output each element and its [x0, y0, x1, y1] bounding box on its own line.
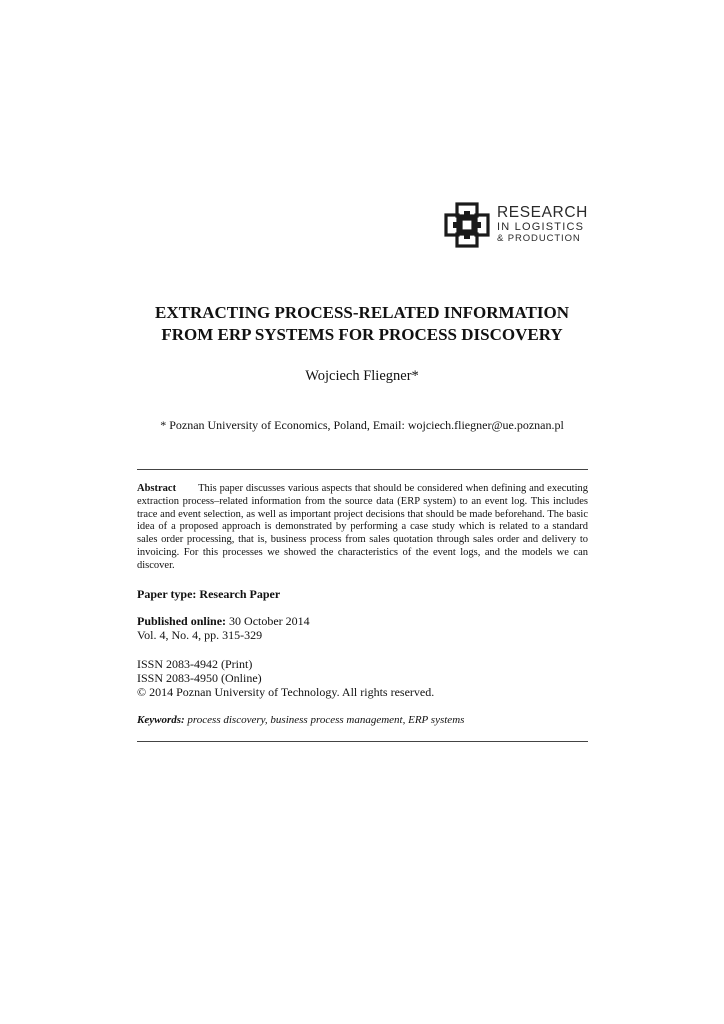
- abstract-text: This paper discusses various aspects that should be considered when defining and executing extraction process–related information from the source data (ERP system) to an event log. This includes trace and event selection, as well as important project decisions that should be made beforehand. The basic idea of a proposed approach is demonstrated by performing a case study which is related to a standard sales order processing, that is, business process from sales quotation through sales order and delivery to invoicing. For this processes we showed the characteristics of the event logs, and the models we can discover.: [137, 483, 588, 571]
- author-affiliation: * Poznan University of Economics, Poland, Email: wojciech.fliegner@ue.poznan.pl: [160, 418, 564, 432]
- publication-info: [137, 614, 588, 642]
- bottom-divider: [137, 741, 588, 742]
- keywords-value: process discovery, business process management, ERP systems: [187, 714, 465, 726]
- logo-line-in-logistics: IN LOGISTICS: [497, 220, 585, 233]
- issn-info: [137, 657, 588, 699]
- copyright-notice: © 2014 Poznan University of Technology. All rights reserved.: [137, 685, 435, 699]
- published-online-line: [137, 614, 588, 628]
- author-name: Wojciech Fliegner*: [305, 368, 419, 384]
- logo-line-production: & PRODUCTION: [497, 232, 581, 244]
- volume-info: Vol. 4, No. 4, pp. 315-329: [137, 628, 263, 642]
- paper-title-line-1: EXTRACTING PROCESS-RELATED INFORMATION: [154, 303, 570, 322]
- paper-title: [0, 302, 724, 346]
- paper-title-line-2: FROM ERP SYSTEMS FOR PROCESS DISCOVERY: [161, 325, 563, 344]
- journal-logo: [443, 201, 593, 249]
- keywords-label: Keywords:: [137, 714, 185, 726]
- logo-text: [497, 205, 588, 243]
- top-divider: [137, 469, 588, 470]
- research-logistics-knot-icon: [443, 201, 491, 249]
- issn-online: ISSN 2083-4950 (Online): [137, 671, 262, 685]
- paper-type: [137, 587, 588, 601]
- abstract: [137, 483, 588, 573]
- issn-print: ISSN 2083-4942 (Print): [137, 657, 253, 671]
- published-date: 30 October 2014: [229, 614, 310, 628]
- paper-type-label: Paper type: Research Paper: [137, 587, 281, 601]
- logo-line-research: RESEARCH: [497, 204, 588, 221]
- published-online-label: Published online:: [137, 614, 227, 628]
- abstract-label: Abstract: [137, 483, 177, 494]
- keywords: [137, 713, 588, 727]
